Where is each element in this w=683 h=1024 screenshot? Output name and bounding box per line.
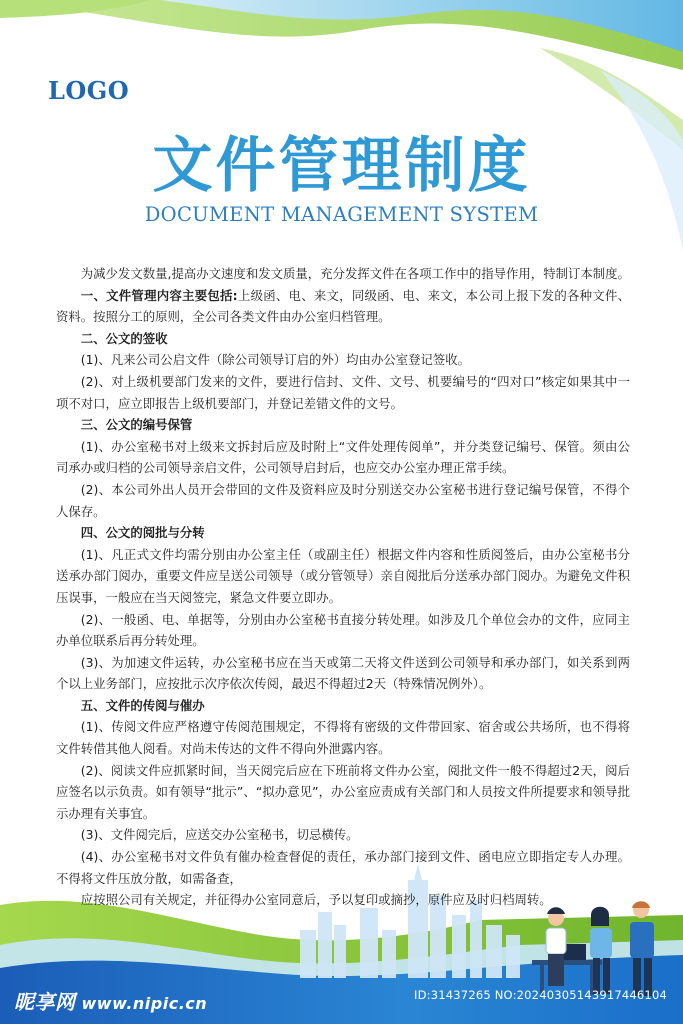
office-people-illustration — [532, 901, 654, 996]
section-4-item-3: (3)、为加速文件运转，办公室秘书应在当天或第二天将文件送到公司领导和承办部门，如关系到两个以上业务部门，应按批示次序依次传阅，最迟不得超过2天（特殊情况例外）。 — [56, 654, 630, 692]
section-2-item-1: (1)、凡来公司公启文件（除公司领导订启的外）均由办公室登记签收。 — [80, 352, 471, 368]
section-3-item-1: (1)、办公室秘书对上级来文拆封后应及时附上“文件处理传阅单”，并分类登记编号、保管。须由公司承办或归档的公司领导亲启文件，公司领导启封后，也应交办公室办理正常手续。 — [56, 438, 630, 476]
policy-content — [56, 263, 630, 911]
intro-paragraph: 为减少发文数量,提高办文速度和发文质量，充分发挥文件在各项工作中的指导作用，特制订本制度。 — [80, 266, 630, 281]
section-5-item-1: (1)、传阅文件应严格遵守传阅范围规定，不得将有密级的文件带回家、宿舍或公共场所，也不得将文件转借其他人阅看。对尚未传达的文件不得向外泄露内容。 — [56, 719, 630, 757]
section-5-item-5: 应按照公司有关规定，并征得办公室同意后，予以复印或摘抄，原件应及时归档周转。 — [80, 892, 552, 908]
watermark-brand — [14, 986, 207, 1015]
page-subtitle: DOCUMENT MANAGEMENT SYSTEM — [144, 203, 539, 226]
section-5-heading: 五、文件的传阅与催办 — [80, 697, 205, 713]
section-5-item-4: (4)、办公室秘书对文件负有催办检查督促的责任，承办部门接到文件、函电应立即指定专人办理。不得将文件压放分散，如需备查， — [56, 849, 630, 886]
section-5-item-3: (3)、文件阅完后，应送交办公室秘书，切忌横传。 — [80, 827, 359, 843]
logo-text: LOGO — [48, 76, 130, 105]
watermark-brand-name: 昵享网 — [14, 990, 76, 1014]
watermark-url: www.nipic.cn — [81, 994, 208, 1013]
section-4-item-1: (1)、凡正式文件均需分别由办公室主任（或副主任）根据文件内容和性质阅签后，由办公室秘书分送承办部门阅办，重要文件应呈送公司领导（或分管领导）亲自阅批后分送承办部门阅办。为避免文件积压误事，一般应在当天阅签完，紧急文件要立即办。 — [56, 546, 630, 605]
section-1-text: 上级函、电、来文，同级函、电、来文，本公司上报下发的各种文件、资料。按照分工的原则，全公司各类文件由办公室归档管理。 — [56, 287, 630, 325]
section-1-heading: 一、文件管理内容主要包括: — [80, 287, 238, 303]
section-1-paragraph — [56, 285, 630, 328]
section-5-item-2: (2)、阅读文件应抓紧时间，当天阅完后应在下班前将文件办公室，阅批文件一般不得超过2天，阅后应签名以示负责。如有领导“批示”、“拟办意见”，办公室应责成有关部门和人员按文件所提要求和领导批示办理有关事宜。 — [56, 762, 630, 821]
page-title: 文件管理制度 — [152, 131, 531, 201]
watermark-id: ID:31437265 NO:20240305143917446104 — [414, 988, 667, 1002]
section-4-item-2: (2)、一般函、电、单据等，分别由办公室秘书直接分转处理。如涉及几个单位会办的文件，应同主办单位联系后再分转处理。 — [56, 611, 630, 649]
section-3-heading: 三、公文的编号保管 — [80, 417, 193, 433]
section-2-heading: 二、公文的签收 — [80, 330, 168, 346]
section-4-heading: 四、公文的阅批与分转 — [80, 525, 205, 541]
section-2-item-2: (2)、对上级机要部门发来的文件，要进行信封、文件、文号、机要编号的“四对口”核定如果其中一项不对口，应立即报告上级机要部门，并登记差错文件的文号。 — [56, 373, 630, 411]
section-3-item-2: (2)、本公司外出人员开会带回的文件及资料应及时分别送交办公室秘书进行登记编号保管，不得个人保存。 — [56, 481, 630, 519]
